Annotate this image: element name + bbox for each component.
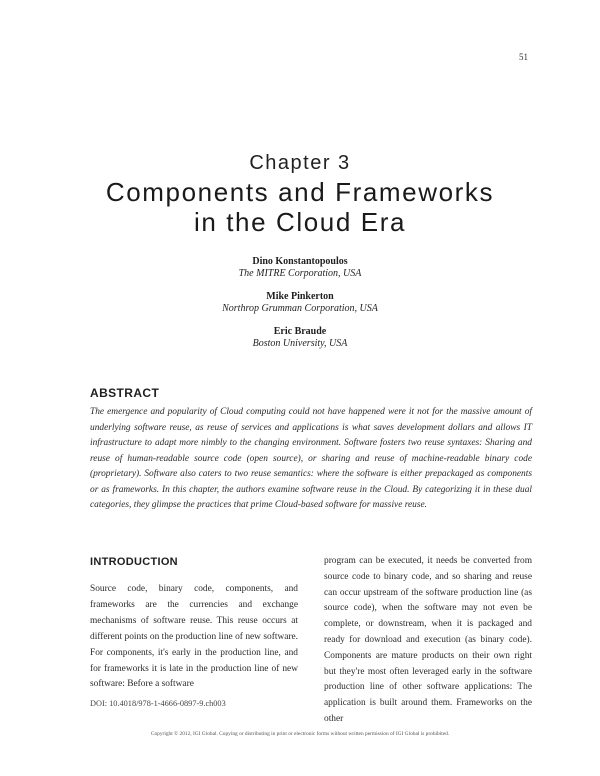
author-name: Mike Pinkerton xyxy=(266,291,334,302)
author-affiliation: Boston University, USA xyxy=(252,338,348,349)
author-block xyxy=(0,291,600,315)
introduction-heading: INTRODUCTION xyxy=(90,556,178,568)
author-affiliation: The MITRE Corporation, USA xyxy=(238,268,362,279)
author-name: Dino Konstantopoulos xyxy=(252,256,348,267)
author-block xyxy=(0,256,600,280)
abstract-text: The emergence and popularity of Cloud computing could not have happened were it not for the massive amount of underlying software reuse, as reuse of services and applications is what saves development dollars and allows IT infrastructure to adapt more nimbly to the changing environment. Software fosters two reuse syntaxes: Sharing and reuse of human-readable source code (open source), or sharing and reuse of machine-readable binary code (proprietary). Software also caters to two reuse semantics: where the software is either prepackaged as components or as frameworks. In this chapter, the authors examine software reuse in the Cloud. By categorizing it in these dual categories, they glimpse the practices that prime Cloud-based software for massive reuse. xyxy=(90,407,532,510)
author-list xyxy=(0,256,600,361)
author-affiliation: Northrop Grumman Corporation, USA xyxy=(222,303,378,314)
doi: DOI: 10.4018/978-1-4666-0897-9.ch003 xyxy=(90,699,226,708)
chapter-title xyxy=(0,177,600,237)
introduction-left-column: Source code, binary code, components, and frameworks are the currencies and exchange mechanisms of software reuse. This reuse occurs at different points on the production line of new software. For components, it's early in the production line, and for frameworks it is late in the production line of new software: Before a software xyxy=(90,584,298,690)
copyright-notice: Copyright © 2012, IGI Global. Copying or distributing in print or electronic forms without written permission of IGI Global is prohibited. xyxy=(150,731,450,737)
chapter-title-line-2: in the Cloud Era xyxy=(193,207,407,237)
page-number: 51 xyxy=(519,52,528,62)
introduction-right-column: program can be executed, it needs be converted from source code to binary code, and so sharing and reuse can occur upstream of the software production line (as source code), when the software may not even be complete, or downstream, when it is packaged and ready for download and execution (as binary code). Components are mature products on their own right but they're most often leveraged early in the software production line of other software applications: The application is built around them. Frameworks on the other xyxy=(324,556,532,724)
author-block xyxy=(0,326,600,350)
abstract-heading: ABSTRACT xyxy=(90,386,160,400)
chapter-label: Chapter 3 xyxy=(249,152,351,174)
chapter-title-line-1: Components and Frameworks xyxy=(105,177,495,207)
author-name: Eric Braude xyxy=(273,326,327,337)
